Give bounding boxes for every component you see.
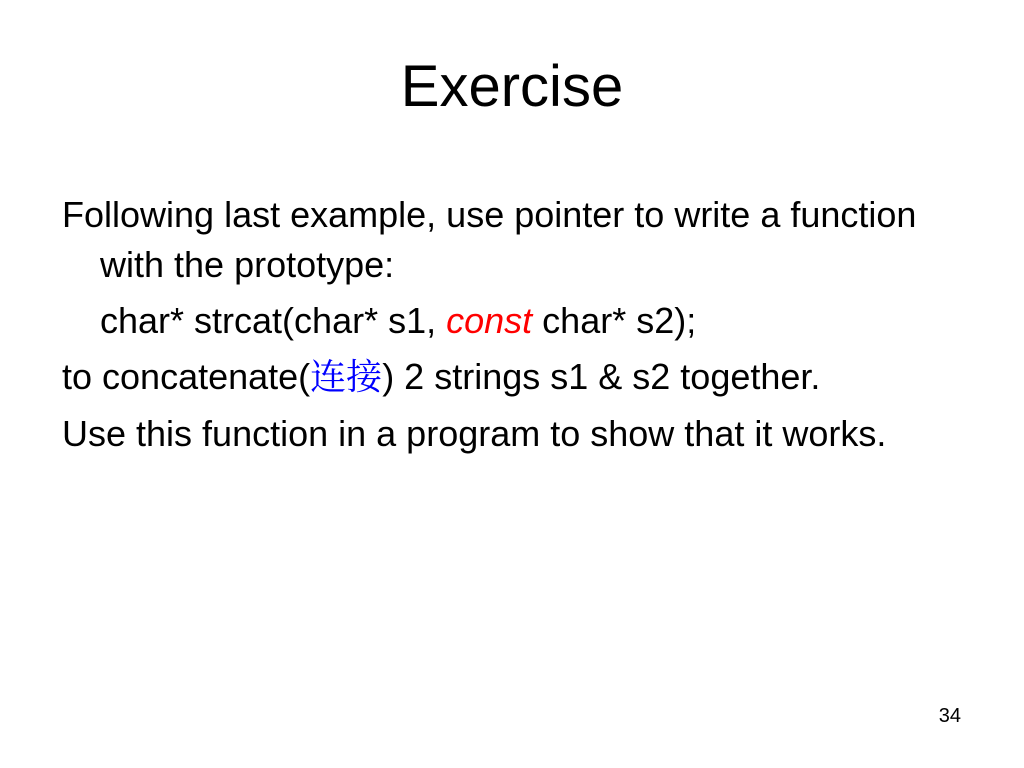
concatenate-paragraph [62, 352, 982, 403]
page-number: 34 [938, 705, 961, 727]
prototype-after: char* s2); [532, 300, 697, 341]
prototype-before: char* strcat(char* s1, [100, 300, 447, 341]
instruction-paragraph: Following last example, use pointer to write a function with the prototype: [62, 194, 917, 285]
chinese-translation: 连接 [310, 357, 383, 398]
concatenate-before: to concatenate( [62, 356, 311, 397]
slide-title: Exercise [400, 54, 624, 119]
usage-paragraph: Use this function in a program to show that it works. [62, 413, 887, 454]
function-prototype [62, 296, 982, 346]
concatenate-after: ) 2 strings s1 & s2 together. [382, 356, 821, 397]
slide-body [62, 190, 982, 465]
const-keyword: const [446, 300, 533, 341]
